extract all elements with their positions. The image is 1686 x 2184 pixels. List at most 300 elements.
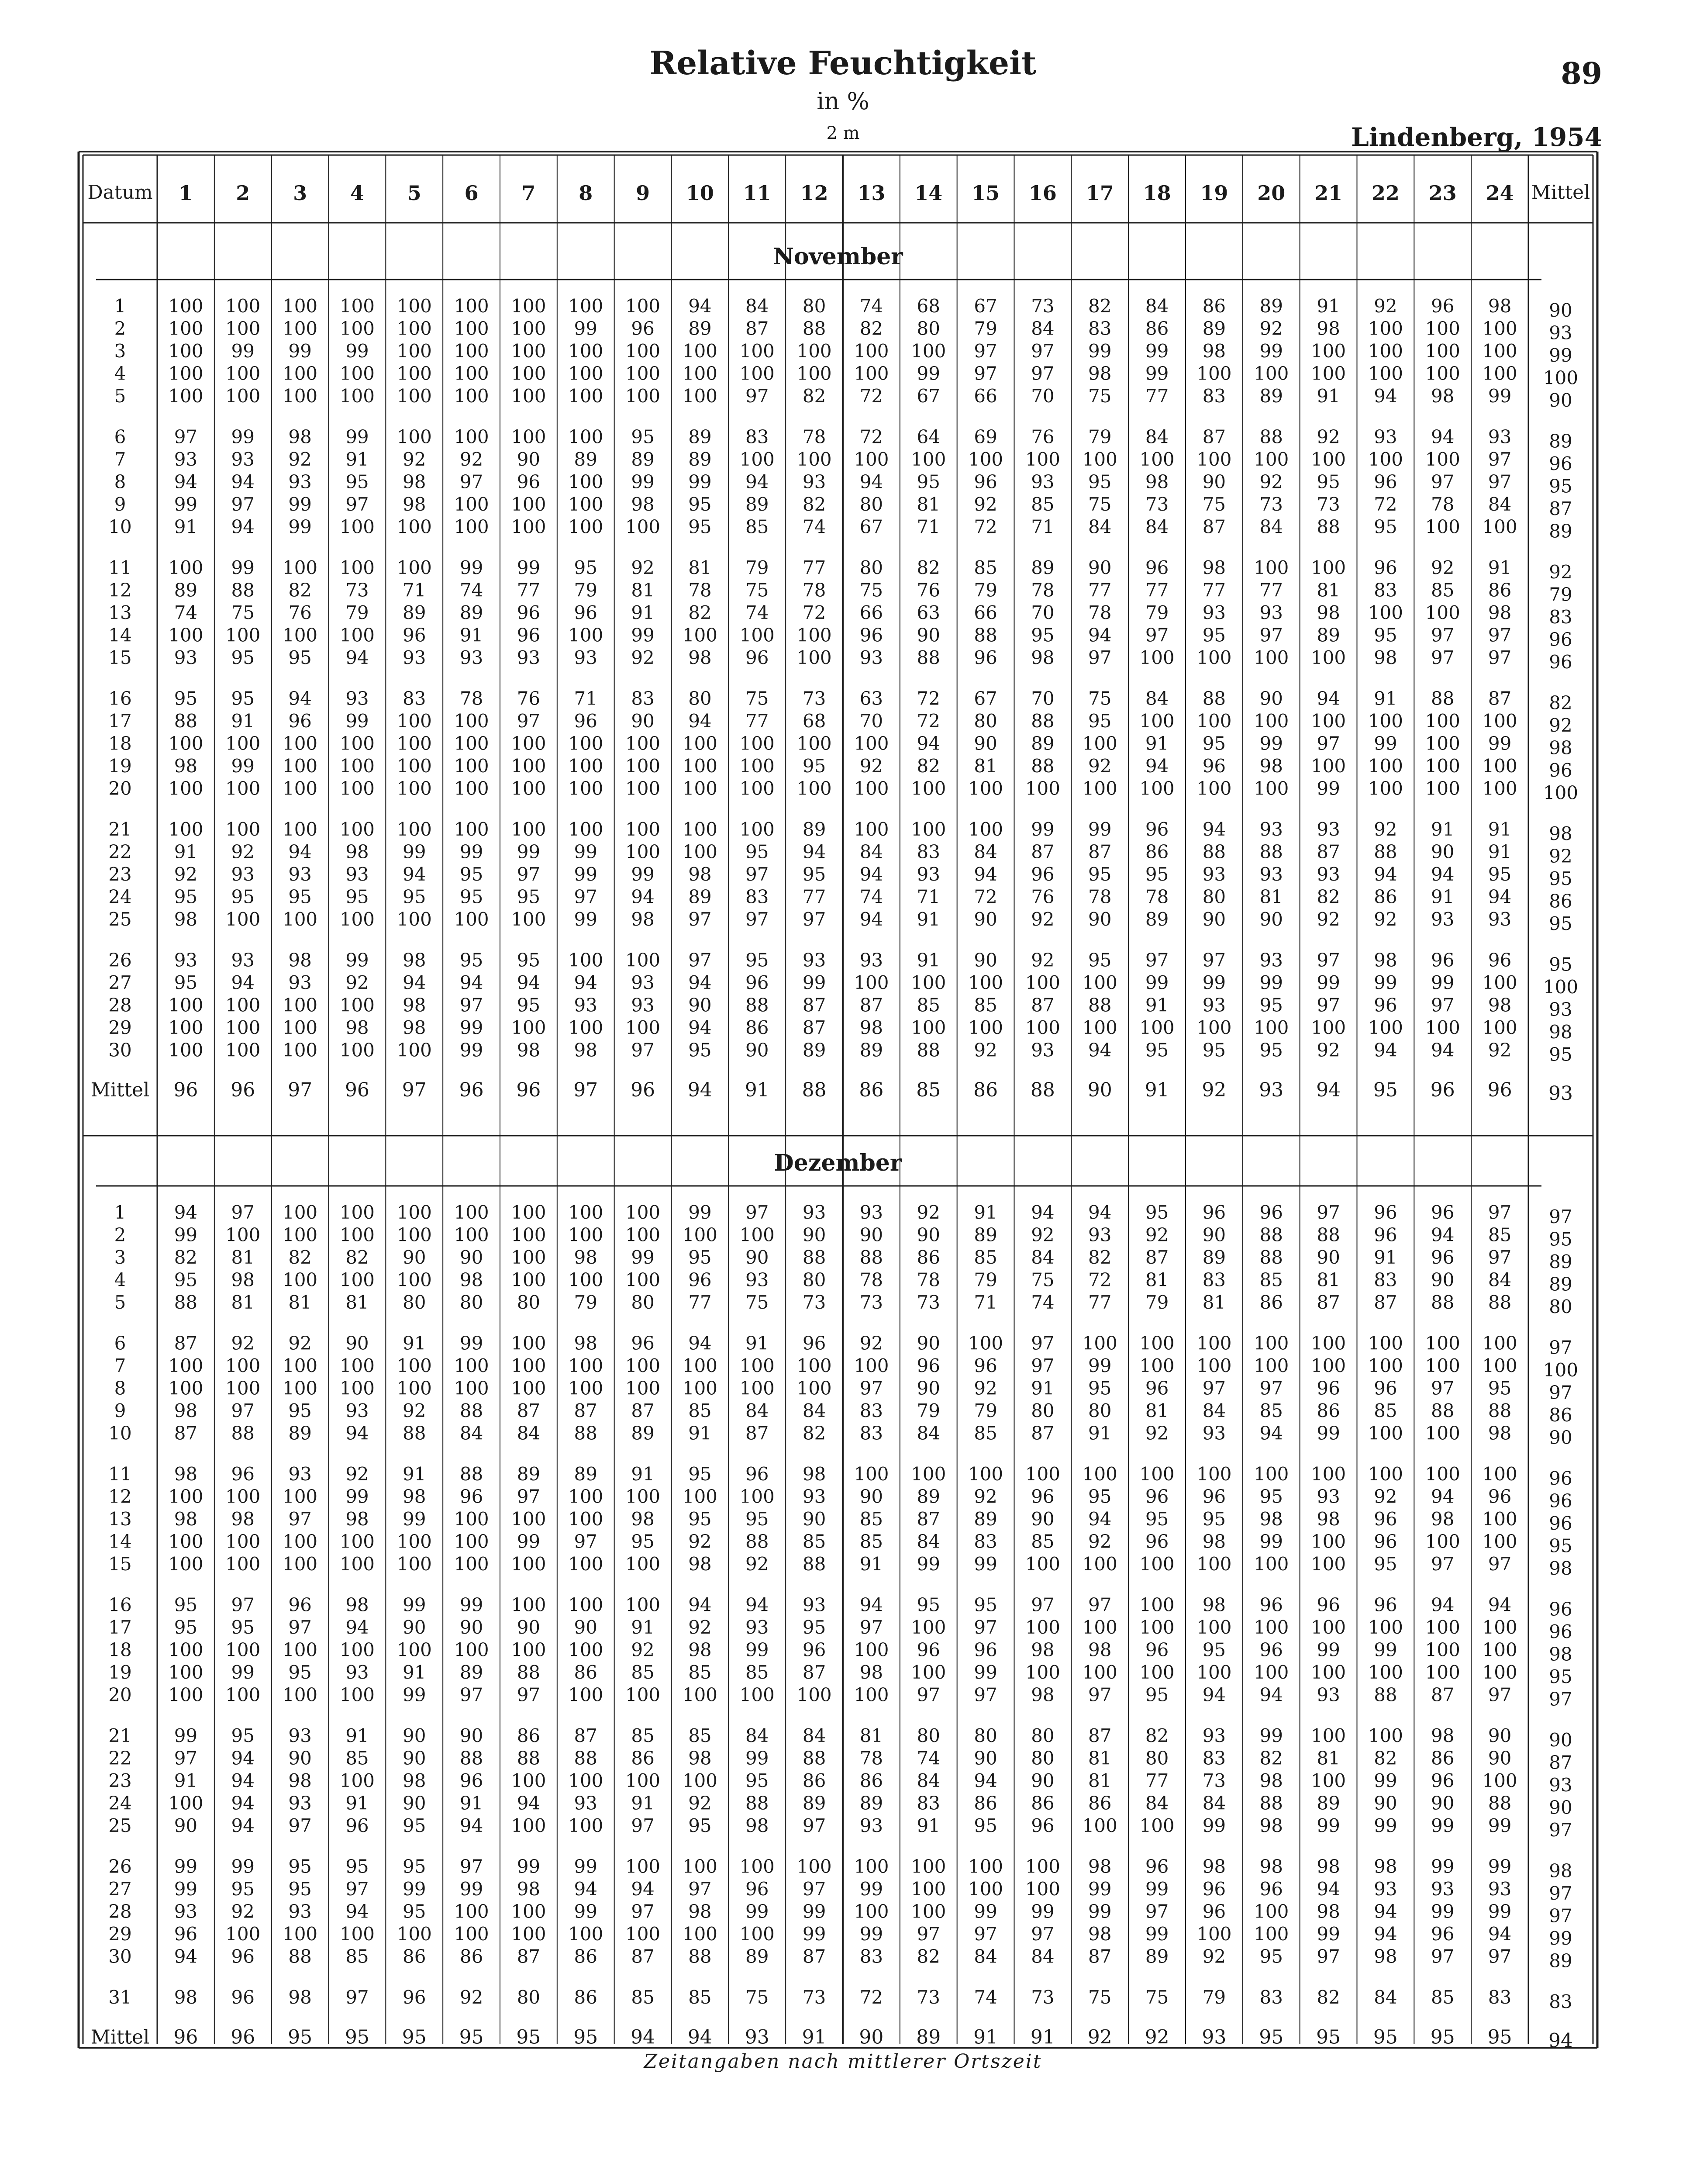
hourly-value: 92 — [1088, 755, 1112, 777]
hourly-value: 100 — [682, 1856, 718, 1877]
hourly-value: 81 — [345, 1292, 369, 1313]
hourly-value: 100 — [568, 1377, 603, 1399]
hourly-value: 98 — [288, 1770, 312, 1791]
hourly-value: 99 — [574, 864, 597, 885]
hourly-value: 96 — [1374, 1531, 1397, 1552]
hourly-value: 91 — [1488, 819, 1512, 840]
hourly-mean-value: 96 — [459, 1079, 484, 1101]
hourly-value: 98 — [1431, 1725, 1455, 1746]
hourly-value: 99 — [1488, 385, 1512, 407]
hourly-value: 100 — [1025, 1878, 1061, 1900]
row-day-label: 15 — [108, 647, 132, 668]
hourly-value: 99 — [1145, 972, 1169, 993]
hourly-value: 83 — [1374, 579, 1397, 601]
hourly-value: 96 — [917, 1639, 940, 1661]
hourly-value: 95 — [1374, 624, 1397, 646]
hourly-value: 96 — [517, 624, 541, 646]
hourly-value: 78 — [802, 426, 826, 448]
hourly-value: 100 — [1310, 1531, 1346, 1552]
hourly-value: 97 — [688, 1878, 712, 1900]
hourly-value: 94 — [174, 471, 198, 493]
hourly-value: 100 — [911, 819, 946, 840]
hourly-value: 93 — [1259, 602, 1283, 623]
daily-mean-value: 92 — [1549, 561, 1572, 583]
row-day-label: 18 — [108, 733, 132, 754]
hourly-value: 99 — [688, 1202, 712, 1223]
hourly-value: 92 — [1374, 295, 1397, 317]
hourly-value: 83 — [859, 1422, 883, 1444]
hourly-value: 95 — [403, 886, 426, 908]
hourly-value: 100 — [1425, 340, 1460, 362]
hourly-value: 85 — [1259, 1400, 1283, 1421]
hourly-value: 100 — [1482, 710, 1517, 732]
hourly-value: 100 — [968, 778, 1003, 799]
hourly-value: 100 — [1368, 1662, 1403, 1683]
hourly-mean-value: 96 — [231, 1079, 255, 1101]
hourly-value: 98 — [174, 1987, 198, 2008]
hourly-value: 95 — [688, 494, 712, 515]
hourly-value: 100 — [796, 647, 832, 668]
row-day-label: 3 — [114, 340, 126, 362]
hourly-value: 70 — [1031, 688, 1055, 709]
hourly-value: 98 — [1431, 385, 1455, 407]
hourly-value: 100 — [1368, 363, 1403, 384]
hourly-value: 80 — [688, 688, 712, 709]
hourly-value: 93 — [574, 994, 597, 1016]
hourly-value: 93 — [1202, 1725, 1226, 1746]
hourly-value: 100 — [682, 1684, 718, 1706]
hourly-value: 87 — [802, 1662, 826, 1683]
hourly-value: 100 — [682, 733, 718, 754]
hourly-value: 85 — [1488, 1224, 1512, 1246]
hourly-value: 100 — [796, 1355, 832, 1376]
monthly-mean-value: 94 — [1548, 2029, 1573, 2052]
hourly-value: 78 — [859, 1747, 883, 1769]
hourly-value: 90 — [174, 1815, 198, 1836]
hourly-value: 98 — [288, 1987, 312, 2008]
hourly-value: 100 — [339, 994, 375, 1016]
hourly-value: 100 — [1425, 1422, 1460, 1444]
hourly-value: 77 — [1202, 579, 1226, 601]
hourly-value: 92 — [288, 449, 312, 470]
hourly-value: 97 — [1488, 647, 1512, 668]
daily-mean-value: 95 — [1549, 913, 1572, 934]
hourly-value: 92 — [403, 449, 426, 470]
hourly-value: 96 — [1145, 1856, 1169, 1877]
hourly-value: 100 — [282, 1224, 318, 1246]
hourly-value: 100 — [854, 1901, 889, 1922]
hourly-value: 99 — [459, 1017, 483, 1038]
hourly-value: 90 — [1259, 909, 1283, 930]
hourly-value: 93 — [1317, 819, 1340, 840]
hourly-value: 99 — [459, 1039, 483, 1061]
hourly-value: 99 — [1259, 1531, 1283, 1552]
hourly-value: 97 — [1145, 1901, 1169, 1922]
row-day-label: 13 — [108, 1508, 132, 1530]
hourly-value: 98 — [688, 1747, 712, 1769]
hourly-value: 96 — [859, 624, 883, 646]
hourly-value: 99 — [231, 340, 255, 362]
daily-mean-value: 89 — [1549, 1273, 1572, 1295]
hourly-value: 93 — [231, 949, 255, 971]
hourly-value: 100 — [1025, 1662, 1061, 1683]
hourly-value: 79 — [974, 318, 997, 339]
hourly-value: 100 — [168, 1377, 203, 1399]
hourly-value: 88 — [459, 1463, 483, 1485]
hourly-value: 99 — [1145, 1923, 1169, 1945]
hourly-value: 94 — [859, 1594, 883, 1616]
hourly-value: 95 — [688, 1463, 712, 1485]
hourly-value: 83 — [1088, 318, 1112, 339]
hourly-value: 66 — [974, 602, 997, 623]
hourly-value: 99 — [1431, 1815, 1455, 1836]
hourly-value: 100 — [739, 755, 775, 777]
hourly-value: 96 — [974, 471, 997, 493]
hourly-value: 78 — [859, 1269, 883, 1291]
hourly-value: 96 — [1488, 949, 1512, 971]
hourly-value: 84 — [745, 295, 769, 317]
hourly-value: 100 — [397, 819, 432, 840]
hourly-value: 100 — [225, 778, 261, 799]
hourly-value: 100 — [168, 1486, 203, 1507]
daily-mean-value: 90 — [1549, 300, 1572, 321]
hourly-value: 80 — [859, 557, 883, 578]
hourly-value: 99 — [802, 972, 826, 993]
row-day-label: 6 — [114, 426, 126, 448]
hourly-value: 91 — [1431, 886, 1455, 908]
hourly-value: 100 — [1368, 1332, 1403, 1354]
hourly-value: 84 — [974, 841, 997, 863]
hourly-value: 86 — [1259, 1292, 1283, 1313]
row-day-label: 17 — [108, 1617, 132, 1638]
hourly-value: 100 — [682, 778, 718, 799]
hourly-value: 82 — [917, 557, 940, 578]
hourly-value: 97 — [1259, 1377, 1283, 1399]
hourly-value: 72 — [1374, 494, 1397, 515]
hourly-mean-value: 94 — [687, 1079, 712, 1101]
hourly-value: 100 — [1082, 1332, 1117, 1354]
hourly-value: 90 — [574, 1617, 597, 1638]
hourly-value: 94 — [517, 972, 541, 993]
hourly-value: 98 — [1259, 1815, 1283, 1836]
hourly-value: 96 — [1431, 295, 1455, 317]
hourly-value: 90 — [1317, 1247, 1340, 1268]
hourly-value: 87 — [1031, 1422, 1055, 1444]
hourly-value: 97 — [459, 471, 483, 493]
hourly-value: 97 — [631, 1815, 655, 1836]
hourly-value: 90 — [1202, 1224, 1226, 1246]
hourly-value: 95 — [1202, 1508, 1226, 1530]
hourly-value: 74 — [859, 886, 883, 908]
hourly-value: 100 — [339, 819, 375, 840]
hourly-value: 95 — [459, 949, 483, 971]
hourly-value: 83 — [1488, 1987, 1512, 2008]
hourly-value: 98 — [1488, 1422, 1512, 1444]
hourly-value: 84 — [917, 1422, 940, 1444]
hourly-value: 82 — [1317, 1987, 1340, 2008]
hourly-mean-value: 96 — [173, 1079, 198, 1101]
hourly-value: 97 — [1145, 624, 1169, 646]
hourly-value: 75 — [231, 602, 255, 623]
hourly-value: 100 — [1310, 647, 1346, 668]
hourly-value: 80 — [802, 295, 826, 317]
hourly-value: 98 — [174, 1508, 198, 1530]
hourly-value: 97 — [288, 1617, 312, 1638]
hourly-value: 97 — [459, 1684, 483, 1706]
hourly-value: 97 — [974, 1684, 997, 1706]
hourly-value: 99 — [631, 624, 655, 646]
hourly-value: 100 — [1196, 363, 1232, 384]
station-year: Lindenberg, 1954 — [1351, 122, 1602, 152]
hourly-value: 80 — [859, 494, 883, 515]
row-day-label: 8 — [114, 1377, 126, 1399]
hourly-value: 77 — [1145, 385, 1169, 407]
hourly-value: 88 — [917, 1039, 940, 1061]
hourly-value: 91 — [859, 1553, 883, 1575]
hourly-value: 87 — [174, 1332, 198, 1354]
hourly-value: 98 — [1317, 1901, 1340, 1922]
hourly-value: 100 — [454, 778, 489, 799]
hourly-value: 94 — [574, 1878, 597, 1900]
hourly-value: 100 — [1139, 1662, 1175, 1683]
hourly-value: 100 — [397, 778, 432, 799]
daily-mean-value: 95 — [1549, 1535, 1572, 1557]
hourly-value: 87 — [802, 994, 826, 1016]
hourly-value: 89 — [631, 1422, 655, 1444]
hourly-value: 100 — [1482, 318, 1517, 339]
hourly-value: 99 — [459, 1594, 483, 1616]
hourly-value: 97 — [859, 1617, 883, 1638]
hourly-value: 100 — [625, 819, 661, 840]
hourly-value: 97 — [745, 385, 769, 407]
hourly-value: 92 — [974, 1377, 997, 1399]
hourly-value: 73 — [802, 1292, 826, 1313]
hourly-value: 100 — [339, 385, 375, 407]
hourly-value: 88 — [1031, 755, 1055, 777]
hourly-value: 98 — [403, 494, 426, 515]
hourly-value: 100 — [225, 1377, 261, 1399]
hourly-mean-value: 96 — [173, 2026, 198, 2049]
hourly-value: 100 — [968, 1017, 1003, 1038]
hourly-value: 96 — [288, 710, 312, 732]
hourly-value: 100 — [339, 363, 375, 384]
hourly-value: 94 — [459, 972, 483, 993]
hourly-value: 82 — [1088, 295, 1112, 317]
row-day-label: 26 — [108, 949, 132, 971]
hourly-value: 91 — [688, 1422, 712, 1444]
hourly-value: 94 — [745, 1594, 769, 1616]
hourly-value: 84 — [917, 1770, 940, 1791]
hourly-value: 98 — [1031, 1639, 1055, 1661]
hourly-value: 100 — [739, 1355, 775, 1376]
hourly-value: 99 — [802, 1923, 826, 1945]
hourly-value: 74 — [459, 579, 483, 601]
hourly-value: 80 — [1145, 1747, 1169, 1769]
hourly-value: 98 — [1374, 949, 1397, 971]
hourly-value: 98 — [688, 1639, 712, 1661]
hourly-value: 100 — [168, 1684, 203, 1706]
hourly-value: 100 — [339, 295, 375, 317]
hourly-value: 95 — [288, 1400, 312, 1421]
hourly-value: 91 — [917, 909, 940, 930]
hourly-value: 85 — [688, 1662, 712, 1683]
hourly-value: 100 — [1254, 1901, 1289, 1922]
hourly-value: 97 — [917, 1923, 940, 1945]
column-header-hour: 3 — [293, 181, 307, 205]
hourly-value: 99 — [1031, 819, 1055, 840]
hourly-value: 83 — [974, 1531, 997, 1552]
hourly-value: 90 — [745, 1247, 769, 1268]
hourly-value: 82 — [917, 755, 940, 777]
hourly-value: 81 — [288, 1292, 312, 1313]
hourly-value: 100 — [225, 363, 261, 384]
hourly-value: 100 — [339, 1269, 375, 1291]
hourly-value: 84 — [917, 1531, 940, 1552]
row-day-label: 2 — [114, 1224, 126, 1246]
hourly-value: 99 — [631, 864, 655, 885]
hourly-value: 99 — [174, 494, 198, 515]
hourly-value: 84 — [517, 1422, 541, 1444]
hourly-value: 96 — [1374, 1508, 1397, 1530]
hourly-value: 88 — [802, 1247, 826, 1268]
hourly-value: 100 — [1254, 557, 1289, 578]
hourly-value: 100 — [1482, 1770, 1517, 1791]
daily-mean-value: 97 — [1549, 1883, 1572, 1904]
hourly-value: 94 — [1259, 1422, 1283, 1444]
hourly-value: 97 — [631, 1901, 655, 1922]
hourly-value: 97 — [1317, 994, 1340, 1016]
hourly-value: 93 — [1488, 426, 1512, 448]
hourly-value: 85 — [345, 1946, 369, 1967]
hourly-value: 72 — [1088, 1269, 1112, 1291]
hourly-value: 100 — [1082, 1553, 1117, 1575]
hourly-value: 75 — [1088, 494, 1112, 515]
row-day-label: 8 — [114, 471, 126, 493]
hourly-value: 95 — [1259, 1946, 1283, 1967]
hourly-value: 93 — [1431, 909, 1455, 930]
hourly-value: 97 — [1431, 1553, 1455, 1575]
hourly-value: 89 — [859, 1039, 883, 1061]
hourly-value: 92 — [403, 1400, 426, 1421]
hourly-value: 95 — [1259, 1486, 1283, 1507]
hourly-value: 100 — [282, 624, 318, 646]
hourly-value: 100 — [625, 1017, 661, 1038]
hourly-value: 100 — [1368, 1725, 1403, 1746]
hourly-value: 90 — [917, 1224, 940, 1246]
hourly-value: 100 — [454, 755, 489, 777]
hourly-value: 93 — [288, 864, 312, 885]
hourly-value: 85 — [688, 1987, 712, 2008]
hourly-value: 100 — [739, 1486, 775, 1507]
daily-mean-value: 92 — [1549, 845, 1572, 867]
hourly-value: 100 — [511, 1247, 546, 1268]
hourly-value: 98 — [174, 1400, 198, 1421]
hourly-value: 91 — [631, 602, 655, 623]
hourly-mean-value: 95 — [402, 2026, 427, 2049]
hourly-value: 98 — [517, 1878, 541, 1900]
daily-mean-value: 89 — [1549, 520, 1572, 542]
hourly-value: 100 — [568, 1508, 603, 1530]
hourly-value: 91 — [174, 1770, 198, 1791]
hourly-value: 100 — [454, 1553, 489, 1575]
hourly-value: 89 — [1031, 557, 1055, 578]
hourly-value: 96 — [745, 1878, 769, 1900]
hourly-value: 100 — [1482, 1017, 1517, 1038]
hourly-value: 100 — [168, 1531, 203, 1552]
hourly-value: 96 — [403, 1987, 426, 2008]
hourly-value: 80 — [974, 710, 997, 732]
hourly-value: 93 — [631, 994, 655, 1016]
hourly-value: 67 — [917, 385, 940, 407]
hourly-value: 94 — [688, 710, 712, 732]
hourly-value: 82 — [288, 1247, 312, 1268]
hourly-value: 100 — [225, 994, 261, 1016]
row-day-label: 4 — [114, 363, 126, 384]
hourly-mean-value: 93 — [745, 2026, 769, 2049]
hourly-value: 85 — [688, 1400, 712, 1421]
hourly-value: 100 — [568, 471, 603, 493]
hourly-value: 86 — [802, 1770, 826, 1791]
hourly-value: 100 — [454, 1224, 489, 1246]
hourly-value: 91 — [1374, 688, 1397, 709]
hourly-value: 86 — [1431, 1747, 1455, 1769]
hourly-value: 100 — [1310, 1463, 1346, 1485]
daily-mean-value: 95 — [1549, 868, 1572, 889]
hourly-value: 94 — [345, 647, 369, 668]
hourly-value: 100 — [568, 1684, 603, 1706]
hourly-value: 91 — [174, 516, 198, 538]
hourly-value: 66 — [974, 385, 997, 407]
daily-mean-value: 93 — [1549, 999, 1572, 1020]
hourly-value: 93 — [1202, 1422, 1226, 1444]
hourly-value: 100 — [1310, 1332, 1346, 1354]
hourly-value: 85 — [345, 1747, 369, 1769]
hourly-value: 75 — [1145, 1987, 1169, 2008]
hourly-value: 86 — [459, 1946, 483, 1967]
hourly-mean-value: 92 — [1145, 2026, 1169, 2049]
hourly-value: 92 — [1374, 1486, 1397, 1507]
hourly-value: 89 — [688, 426, 712, 448]
hourly-value: 100 — [511, 1901, 546, 1922]
hourly-value: 85 — [1031, 494, 1055, 515]
column-header-hour: 1 — [179, 181, 193, 205]
hourly-value: 100 — [1368, 1617, 1403, 1638]
hourly-value: 93 — [1374, 426, 1397, 448]
hourly-value: 100 — [568, 1553, 603, 1575]
hourly-value: 90 — [517, 449, 541, 470]
hourly-value: 100 — [911, 1617, 946, 1638]
hourly-value: 78 — [1031, 579, 1055, 601]
hourly-value: 98 — [1259, 1856, 1283, 1877]
hourly-mean-value: 95 — [345, 2026, 369, 2049]
daily-mean-value: 89 — [1549, 430, 1572, 452]
hourly-value: 100 — [168, 340, 203, 362]
hourly-mean-value: 96 — [516, 1079, 541, 1101]
hourly-value: 100 — [225, 385, 261, 407]
hourly-value: 100 — [625, 733, 661, 754]
hourly-value: 86 — [917, 1247, 940, 1268]
hourly-value: 100 — [911, 340, 946, 362]
hourly-value: 100 — [1254, 449, 1289, 470]
mean-row-label: Mittel — [90, 1079, 150, 1101]
hourly-value: 100 — [1425, 1662, 1460, 1683]
hourly-value: 96 — [1374, 557, 1397, 578]
hourly-value: 99 — [1145, 363, 1169, 384]
hourly-value: 100 — [454, 363, 489, 384]
hourly-value: 82 — [288, 579, 312, 601]
hourly-value: 91 — [174, 841, 198, 863]
hourly-value: 90 — [1088, 557, 1112, 578]
